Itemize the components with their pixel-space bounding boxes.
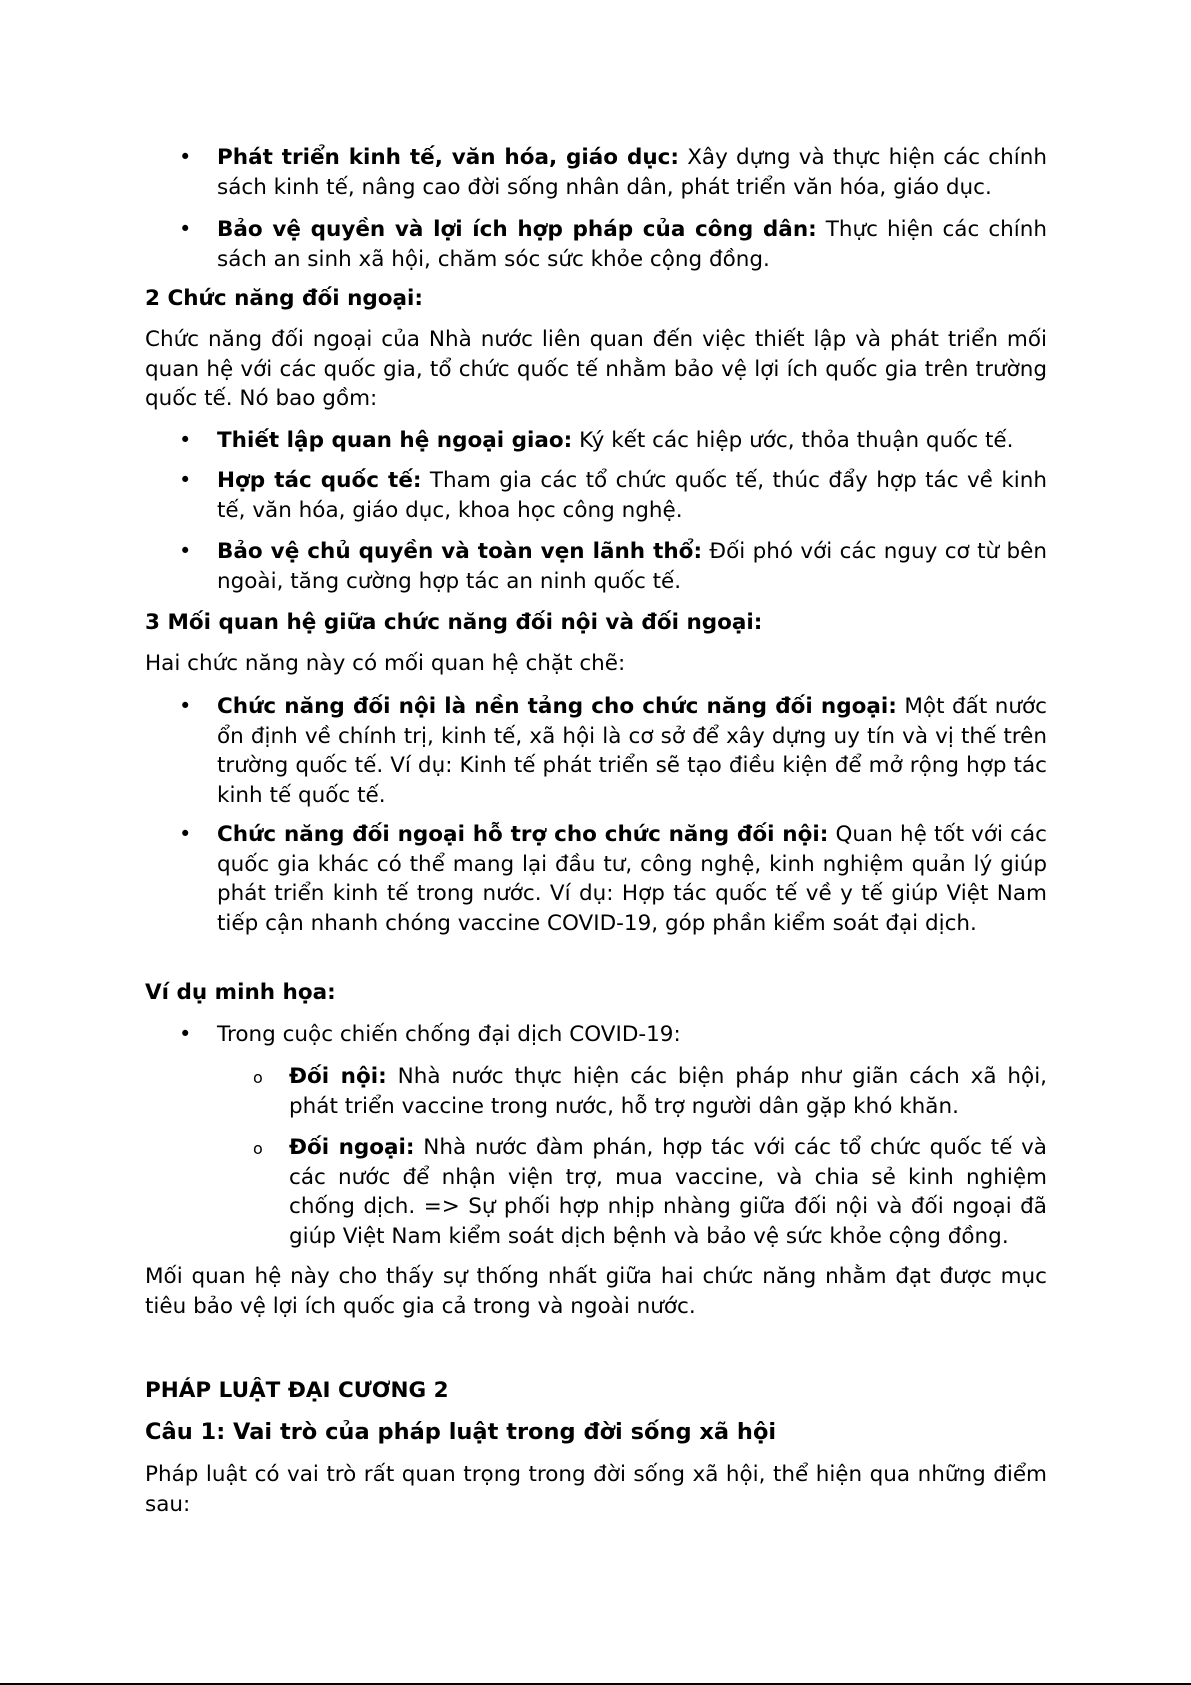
section-heading: 2 Chức năng đối ngoại:: [145, 286, 424, 311]
list-item: [145, 537, 1047, 596]
bullet-icon: •: [179, 694, 192, 718]
list-item: [145, 215, 1047, 274]
item-text: Trong cuộc chiến chống đại dịch COVID-19:: [217, 1022, 681, 1047]
list-item: [145, 1020, 1047, 1050]
item-text: Đối phó với các nguy cơ từ bên ngoài, tăng cường hợp tác an ninh quốc tế.: [217, 539, 1047, 594]
item-title: Phát triển kinh tế, văn hóa, giáo dục:: [217, 145, 679, 170]
item-text: Quan hệ tốt với các quốc gia khác có thể mang lại đầu tư, công nghệ, kinh nghiệm quản lý giúp phát triển kinh tế trong nước. Ví dụ: Hợp tác quốc tế về y tế giúp Việt Nam tiếp cận nhanh chóng vaccine COVID-19, góp phần kiểm soát đại dịch.: [217, 822, 1047, 936]
paragraph: Mối quan hệ này cho thấy sự thống nhất giữa hai chức năng nhằm đạt được mục tiêu bảo vệ lợi ích quốc gia cả trong và ngoài nước.: [145, 1264, 1047, 1319]
section-heading: Ví dụ minh họa:: [145, 980, 336, 1005]
bullet-icon: •: [179, 822, 192, 846]
item-text: Tham gia các tổ chức quốc tế, thúc đẩy hợp tác về kinh tế, văn hóa, giáo dục, khoa học công nghệ.: [217, 468, 1047, 523]
item-text: Xây dựng và thực hiện các chính sách kinh tế, nâng cao đời sống nhân dân, phát triển văn hóa, giáo dục.: [217, 145, 1047, 200]
item-title: Đối ngoại:: [289, 1135, 415, 1160]
circle-bullet-icon: o: [253, 1068, 263, 1087]
item-title: Hợp tác quốc tế:: [217, 468, 422, 493]
item-text: Ký kết các hiệp ước, thỏa thuận quốc tế.: [572, 428, 1014, 453]
circle-bullet-icon: o: [253, 1139, 263, 1158]
bullet-icon: •: [179, 468, 192, 492]
bullet-icon: •: [179, 428, 192, 452]
section-heading: 3 Mối quan hệ giữa chức năng đối nội và đối ngoại:: [145, 610, 763, 635]
list-item: [145, 143, 1047, 202]
paragraph: Chức năng đối ngoại của Nhà nước liên quan đến việc thiết lập và phát triển mối quan hệ với các quốc gia, tổ chức quốc tế nhằm bảo vệ lợi ích quốc gia trên trường quốc tế. Nó bao gồm:: [145, 327, 1047, 411]
bullet-icon: •: [179, 1022, 192, 1046]
question-heading: Câu 1: Vai trò của pháp luật trong đời sống xã hội: [145, 1419, 777, 1445]
paragraph: Hai chức năng này có mối quan hệ chặt chẽ:: [145, 651, 626, 676]
list-item: [145, 692, 1047, 810]
list-item: [145, 466, 1047, 525]
bullet-icon: •: [179, 217, 192, 241]
item-text: Thực hiện các chính sách an sinh xã hội, chăm sóc sức khỏe cộng đồng.: [217, 217, 1047, 272]
sub-list-item: [145, 1133, 1047, 1251]
bullet-icon: •: [179, 539, 192, 563]
sub-list-item: [145, 1062, 1047, 1121]
item-text: Nhà nước đàm phán, hợp tác với các tổ chức quốc tế và các nước để nhận viện trợ, mua vaccine, và chia sẻ kinh nghiệm chống dịch. => Sự phối hợp nhịp nhàng giữa đối nội và đối ngoại đã giúp Việt Nam kiểm soát dịch bệnh và bảo vệ sức khỏe cộng đồng.: [289, 1135, 1047, 1249]
item-title: Thiết lập quan hệ ngoại giao:: [217, 428, 573, 453]
paragraph: Pháp luật có vai trò rất quan trọng trong đời sống xã hội, thể hiện qua những điểm sau:: [145, 1462, 1047, 1517]
item-title: Đối nội:: [289, 1064, 387, 1089]
document-title: PHÁP LUẬT ĐẠI CƯƠNG 2: [145, 1378, 449, 1403]
item-text: Nhà nước thực hiện các biện pháp như giãn cách xã hội, phát triển vaccine trong nước, hỗ trợ người dân gặp khó khăn.: [289, 1064, 1047, 1119]
item-text: Một đất nước ổn định về chính trị, kinh tế, xã hội là cơ sở để xây dựng uy tín và vị thế trên trường quốc tế. Ví dụ: Kinh tế phát triển sẽ tạo điều kiện để mở rộng hợp tác kinh tế quốc tế.: [217, 694, 1048, 808]
item-title: Bảo vệ chủ quyền và toàn vẹn lãnh thổ:: [217, 539, 703, 564]
list-item: [145, 426, 1047, 456]
item-title: Chức năng đối ngoại hỗ trợ cho chức năng đối nội:: [217, 822, 829, 847]
item-title: Chức năng đối nội là nền tảng cho chức năng đối ngoại:: [217, 694, 897, 719]
bullet-icon: •: [179, 145, 192, 169]
list-item: [145, 820, 1047, 938]
item-title: Bảo vệ quyền và lợi ích hợp pháp của công dân:: [217, 217, 817, 242]
